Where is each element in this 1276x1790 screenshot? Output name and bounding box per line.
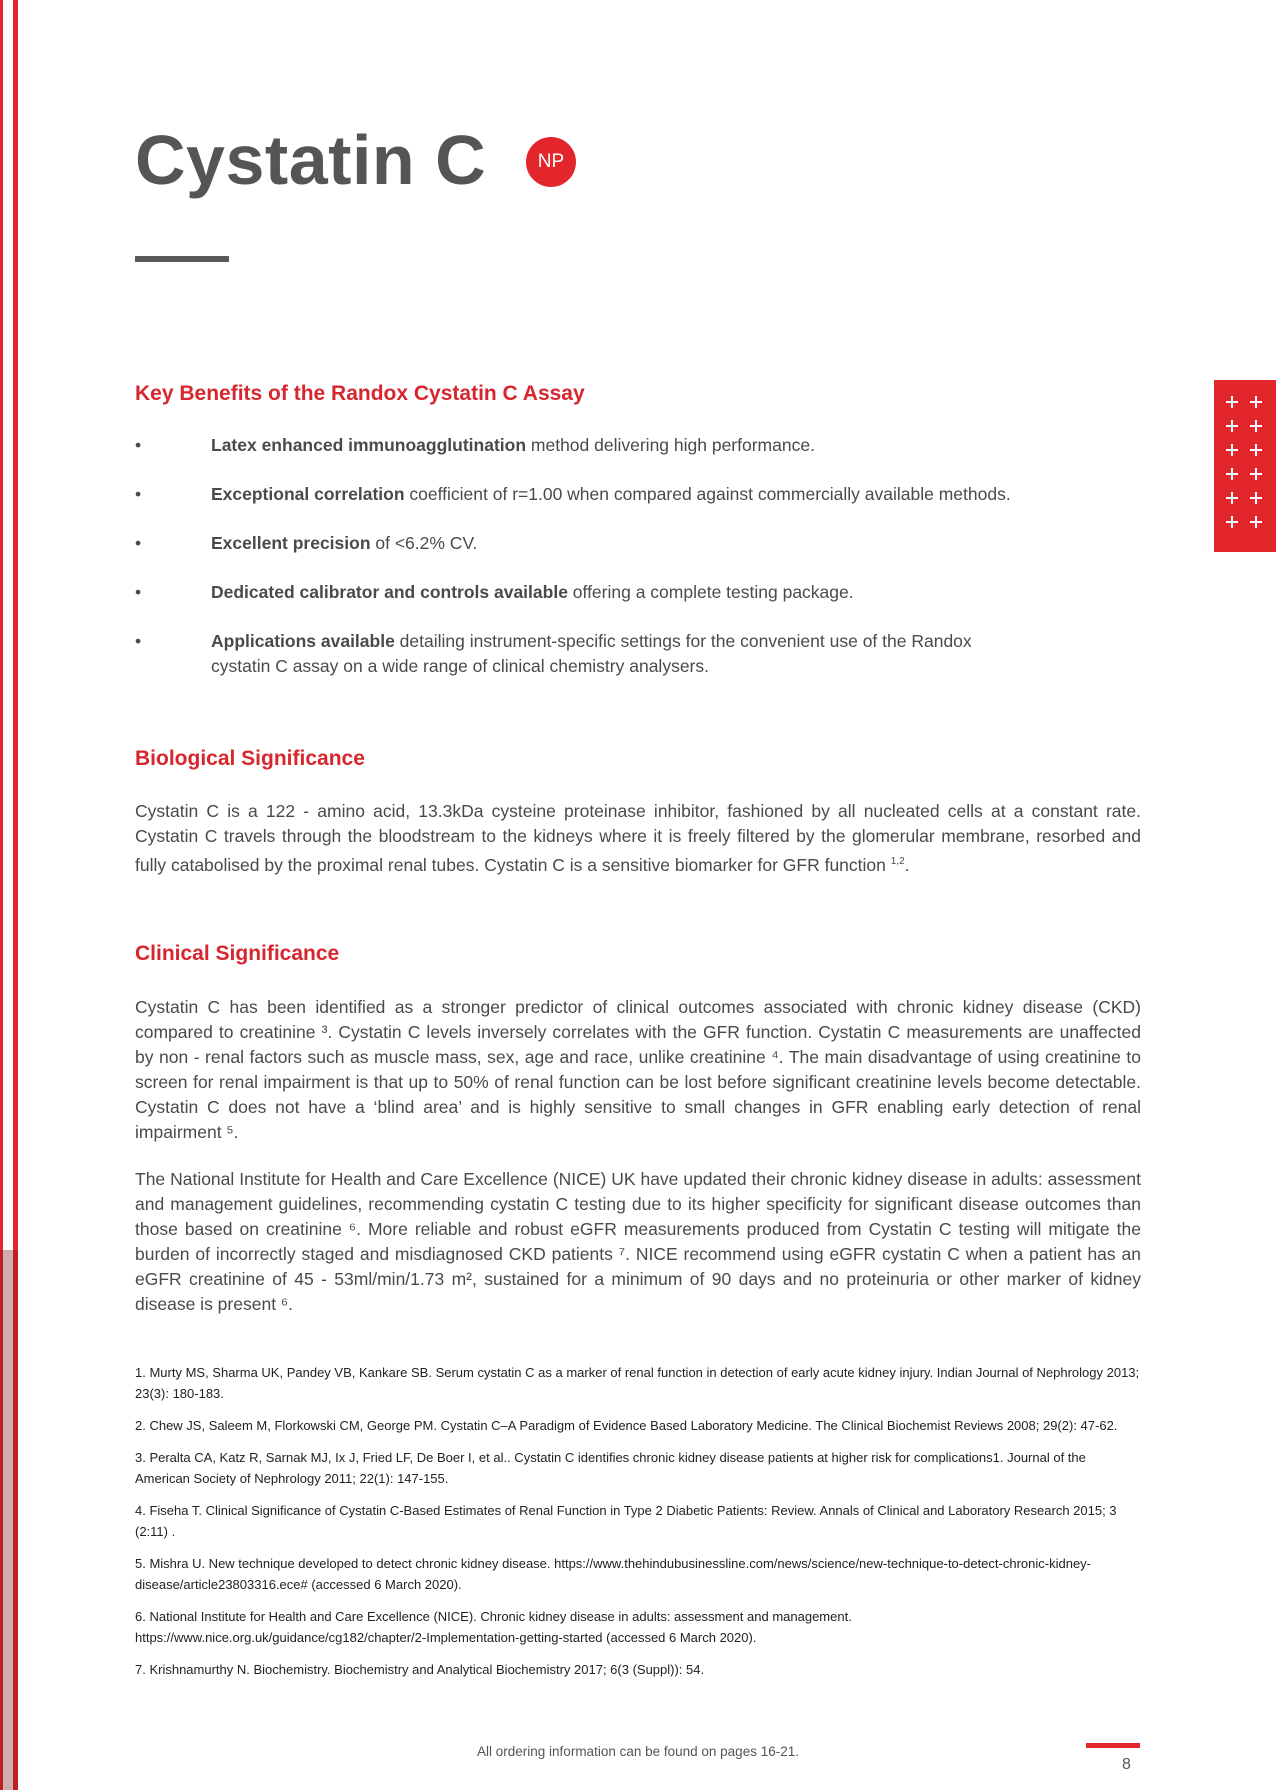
bullet-icon: • — [135, 484, 142, 504]
plus-icon — [1250, 468, 1262, 480]
benefit-text: coefficient of r=1.00 when compared against commercially available methods. — [404, 484, 1011, 504]
plus-icon — [1226, 396, 1238, 408]
benefit-bold: Exceptional correlation — [211, 484, 405, 504]
reference-item: 7. Krishnamurthy N. Biochemistry. Biochemistry and Analytical Biochemistry 2017; 6(3 (Suppl)): 54. — [135, 1662, 705, 1677]
plus-icon — [1250, 492, 1262, 504]
reference-item: 4. Fiseha T. Clinical Significance of Cystatin C-Based Estimates of Renal Function in Type 2 Diabetic Patients: Review. Annals of Clinical and Laboratory Research 2015; 3 (2:11) . — [135, 1503, 1117, 1539]
reference-item: 1. Murty MS, Sharma UK, Pandey VB, Kankare SB. Serum cystatin C as a marker of renal function in detection of early acute kidney injury. Indian Journal of Nephrology 2013; 23(3): 180-183. — [135, 1365, 1140, 1401]
title-underline — [135, 256, 229, 262]
section-tab — [1214, 380, 1276, 552]
plus-icon — [1250, 444, 1262, 456]
plus-icon — [1250, 420, 1262, 432]
clinical-paragraph-2: The National Institute for Health and Care Excellence (NICE) UK have updated their chronic kidney disease in adults: assessment and management guidelines, recommending cystatin C testing due to its higher specificity for significant disease outcomes than those based on creatinine ⁶. More reliable and robust eGFR measurements produced from Cystatin C testing will mitigate the burden of incorrectly staged and misdiagnosed CKD patients ⁷. NICE recommend using eGFR cystatin C when a patient has an eGFR creatinine of 45 - 53ml/min/1.73 m², sustained for a minimum of 90 days and no proteinuria or other marker of kidney disease is present ⁶. — [135, 1169, 1141, 1314]
reference-item: 5. Mishra U. New technique developed to detect chronic kidney disease. https://www.thehindubusinessline.com/news/science/new-technique-to-detect-chronic-kidney-disease/article23803316.ece# (accessed 6 March 2020). — [135, 1556, 1092, 1592]
reference-item: 3. Peralta CA, Katz R, Sarnak MJ, Ix J, Fried LF, De Boer I, et al.. Cystatin C identifies chronic kidney disease patients at higher risk for complications1. Journal of the American Society of Nephrology 2011; 22(1): 147-155. — [135, 1450, 1086, 1486]
benefit-item — [135, 580, 1135, 605]
plus-icon — [1226, 468, 1238, 480]
citation-sup: 1,2 — [890, 856, 905, 867]
references-list — [135, 1362, 1141, 1691]
reference-item: 2. Chew JS, Saleem M, Florkowski CM, George PM. Cystatin C–A Paradigm of Evidence Based Laboratory Medicine. The Clinical Biochemist Reviews 2008; 29(2): 47-62. — [135, 1418, 1118, 1433]
bullet-icon: • — [135, 435, 142, 455]
benefits-heading: Key Benefits of the Randox Cystatin C Assay — [135, 382, 585, 405]
reference-item: 6. National Institute for Health and Care Excellence (NICE). Chronic kidney disease in adults: assessment and management. https://www.nice.org.uk/guidance/cg182/chapter/2-Implementation-getting-started (accessed 6 March 2020). — [135, 1609, 852, 1645]
bullet-icon: • — [135, 533, 142, 553]
bullet-icon: • — [135, 582, 142, 602]
benefit-text: detailing instrument-specific settings for the convenient use of the Randox cystatin C assay on a wide range of clinical chemistry analysers. — [211, 631, 972, 676]
bullet-icon: • — [135, 631, 142, 651]
benefit-text: offering a complete testing package. — [567, 582, 854, 602]
biological-text — [135, 799, 1141, 878]
footer-note: All ordering information can be found on pages 16-21. — [477, 1744, 799, 1759]
biological-heading: Biological Significance — [135, 747, 365, 770]
benefit-bold: Excellent precision — [211, 533, 371, 553]
plus-icon — [1226, 444, 1238, 456]
plus-icon — [1250, 516, 1262, 528]
benefit-text: method delivering high performance. — [526, 435, 815, 455]
clinical-paragraph-1: Cystatin C has been identified as a stronger predictor of clinical outcomes associated with chronic kidney disease (CKD) compared to creatinine ³. Cystatin C levels inversely correlates with the GFR function. Cystatin C measurements are unaffected by non - renal factors such as muscle mass, sex, age and race, unlike creatinine ⁴. The main disadvantage of using creatinine to screen for renal impairment is that up to 50% of renal function can be lost before significant creatinine levels become detectable. Cystatin C does not have a ‘blind area’ and is highly sensitive to small changes in GFR enabling early detection of renal impairment ⁵. — [135, 997, 1141, 1142]
plus-icon — [1226, 516, 1238, 528]
plus-icon — [1226, 420, 1238, 432]
biological-body: Cystatin C is a 122 - amino acid, 13.3kDa cysteine proteinase inhibitor, fashioned by all nucleated cells at a constant rate. Cystatin C travels through the bloodstream to the kidneys where it is freely filtered by the glomerular membrane, resorbed and fully catabolised by the proximal renal tubes. Cystatin C is a sensitive biomarker for GFR function — [135, 801, 1141, 875]
benefit-text: of <6.2% CV. — [370, 533, 478, 553]
benefit-bold: Latex enhanced immunoagglutination — [211, 435, 527, 455]
page-number-rule — [1086, 1743, 1140, 1748]
benefit-item — [135, 531, 1135, 556]
benefit-item — [135, 482, 1135, 507]
benefit-bold: Applications available — [211, 631, 395, 651]
benefit-bold: Dedicated calibrator and controls available — [211, 582, 568, 602]
page-number: 8 — [1122, 1756, 1131, 1773]
plus-icon — [1250, 396, 1262, 408]
benefit-item — [135, 629, 991, 679]
benefits-list — [135, 433, 1135, 703]
page-title: Cystatin C — [135, 121, 487, 199]
benefit-item — [135, 433, 1135, 458]
biological-end: . — [904, 854, 910, 875]
plus-icon — [1226, 492, 1238, 504]
np-badge: NP — [526, 137, 576, 187]
clinical-heading: Clinical Significance — [135, 942, 340, 965]
left-strip-shade — [0, 1250, 18, 1790]
